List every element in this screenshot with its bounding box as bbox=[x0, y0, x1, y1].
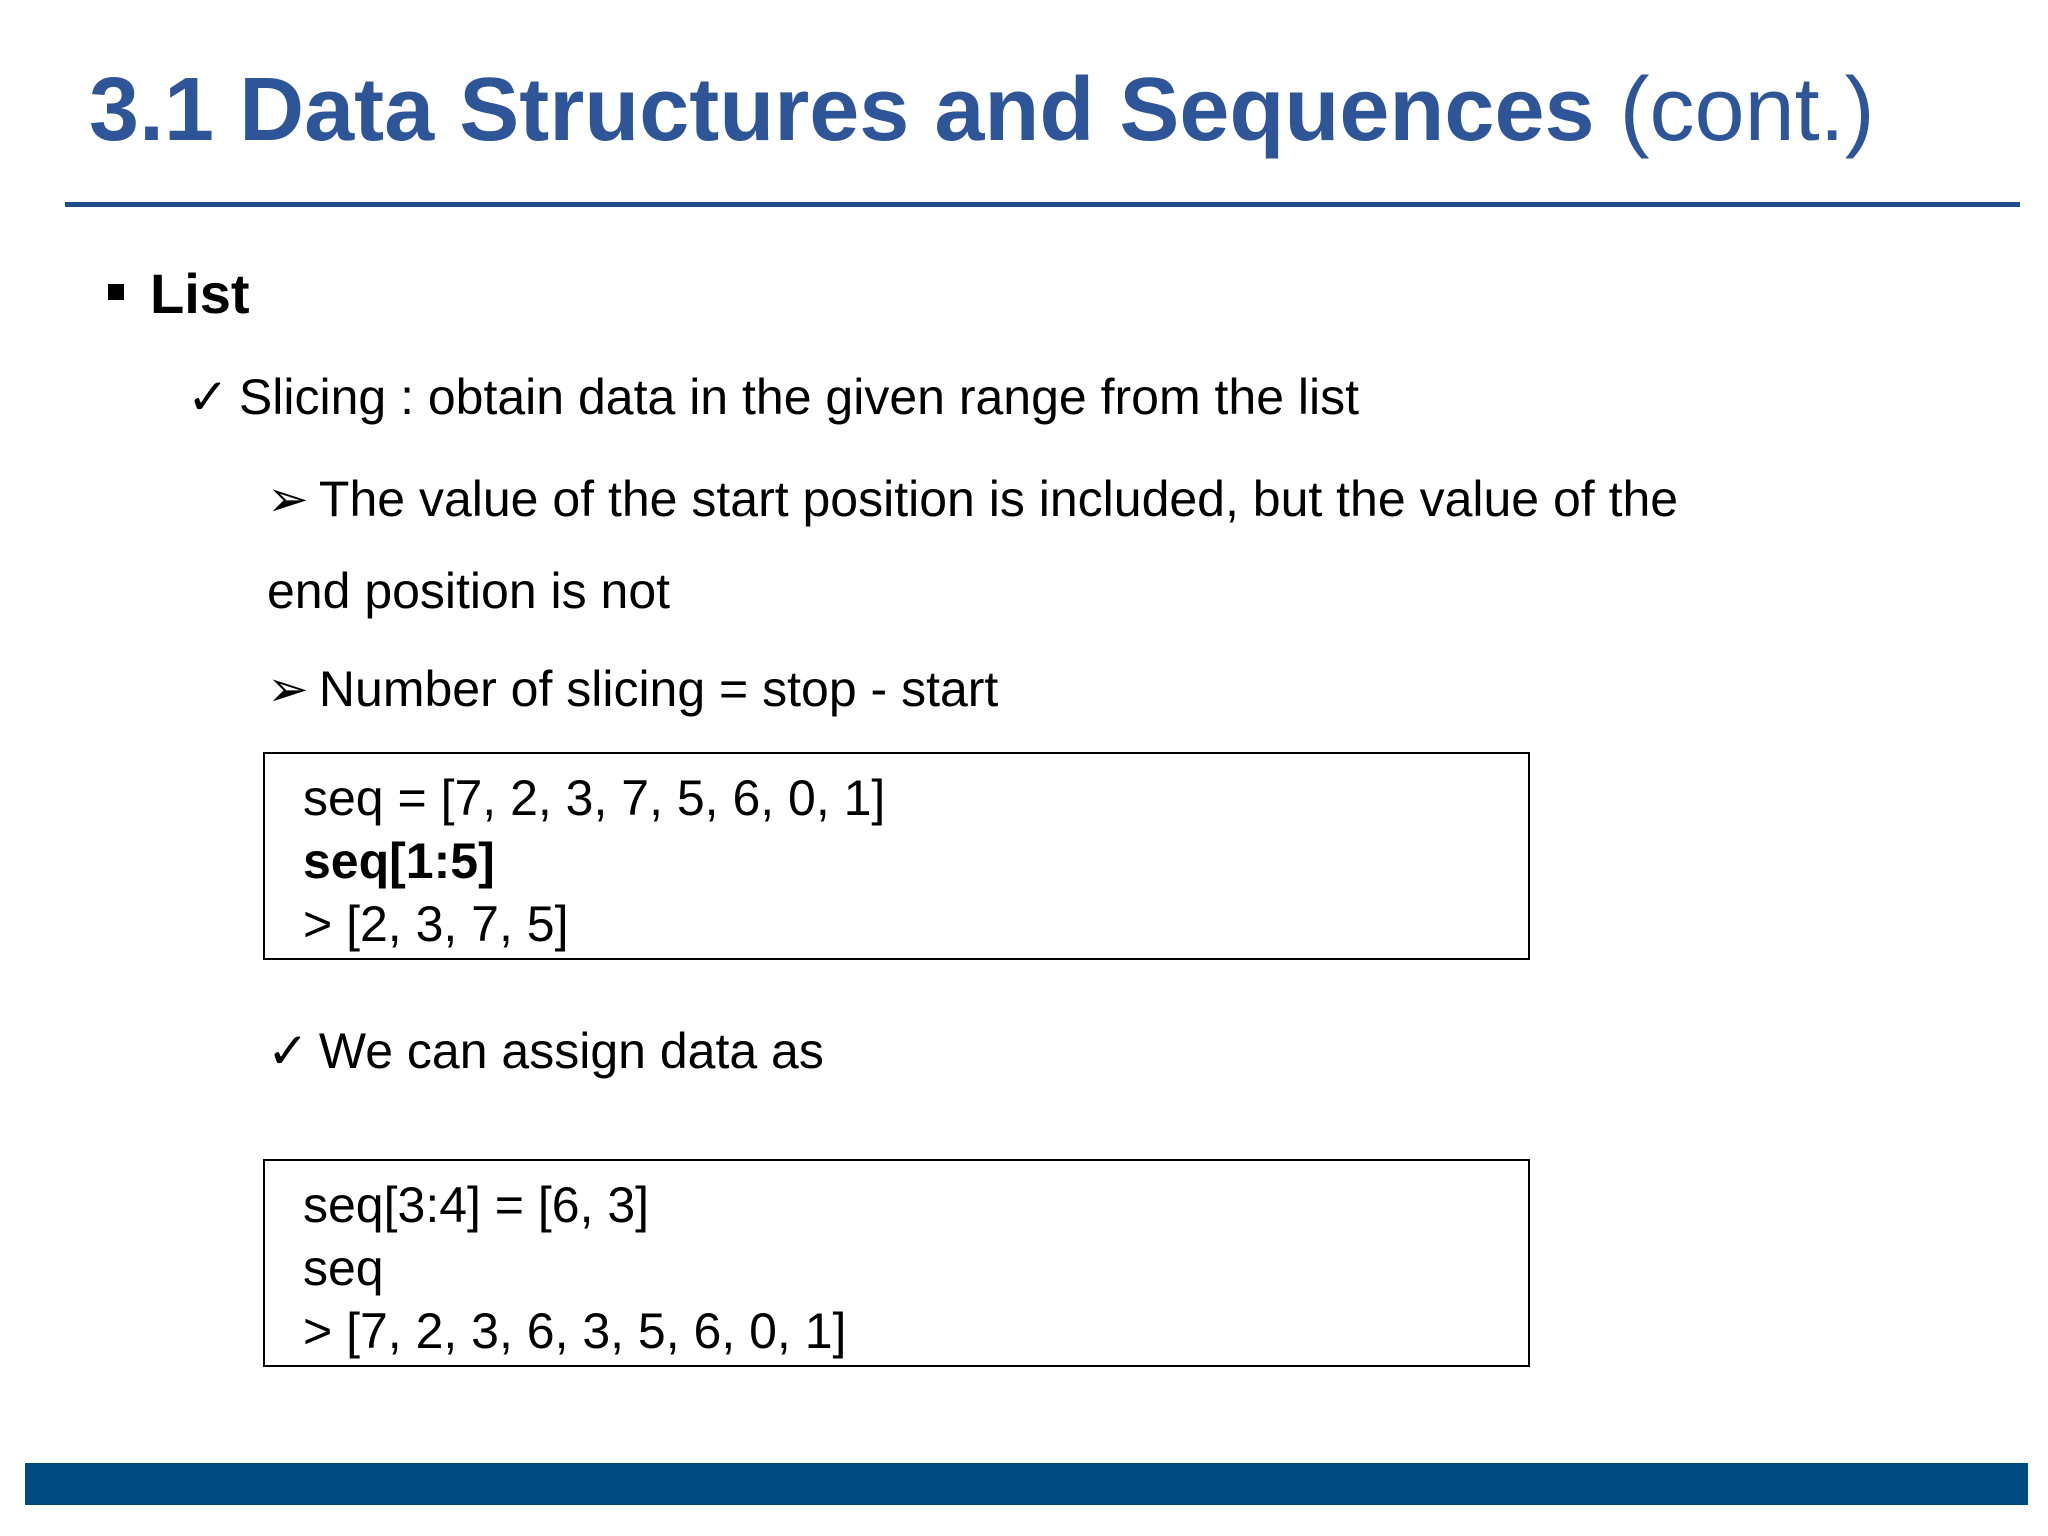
code-line: seq[3:4] = [6, 3] bbox=[303, 1177, 650, 1233]
section-heading bbox=[108, 262, 250, 326]
slicing-bullet bbox=[187, 368, 1359, 426]
code-line: > [2, 3, 7, 5] bbox=[303, 896, 569, 952]
code-line: > [7, 2, 3, 6, 3, 5, 6, 0, 1] bbox=[303, 1303, 847, 1359]
section-heading-label: List bbox=[150, 262, 250, 325]
start-position-bullet bbox=[267, 470, 1678, 528]
slicing-count-bullet bbox=[267, 660, 998, 718]
slicing-text: Slicing : obtain data in the given range from the list bbox=[238, 369, 1359, 425]
checkmark-icon: ✓ bbox=[267, 1023, 309, 1079]
slide-title bbox=[89, 60, 1875, 160]
code-box-assign bbox=[263, 1159, 1530, 1367]
arrowhead-bullet-icon: ➢ bbox=[267, 661, 309, 717]
square-bullet-icon bbox=[108, 284, 124, 300]
footer-bar bbox=[25, 1463, 2028, 1505]
assign-bullet bbox=[267, 1022, 824, 1080]
code-box-slicing bbox=[263, 752, 1530, 960]
title-underline bbox=[65, 202, 2020, 207]
code-line: seq[1:5] bbox=[303, 833, 495, 889]
slide-title-main: 3.1 Data Structures and Sequences bbox=[89, 60, 1595, 160]
end-position-text: end position is not bbox=[267, 563, 671, 619]
checkmark-icon: ✓ bbox=[187, 369, 229, 425]
assign-text: We can assign data as bbox=[318, 1023, 824, 1079]
code-line: seq bbox=[303, 1240, 384, 1296]
slide-title-suffix: (cont.) bbox=[1594, 60, 1875, 160]
arrowhead-bullet-icon: ➢ bbox=[267, 471, 309, 527]
code-line: seq = [7, 2, 3, 7, 5, 6, 0, 1] bbox=[303, 770, 886, 826]
start-position-text: The value of the start position is included, but the value of the bbox=[318, 471, 1679, 527]
slicing-count-text: Number of slicing = stop - start bbox=[318, 661, 999, 717]
